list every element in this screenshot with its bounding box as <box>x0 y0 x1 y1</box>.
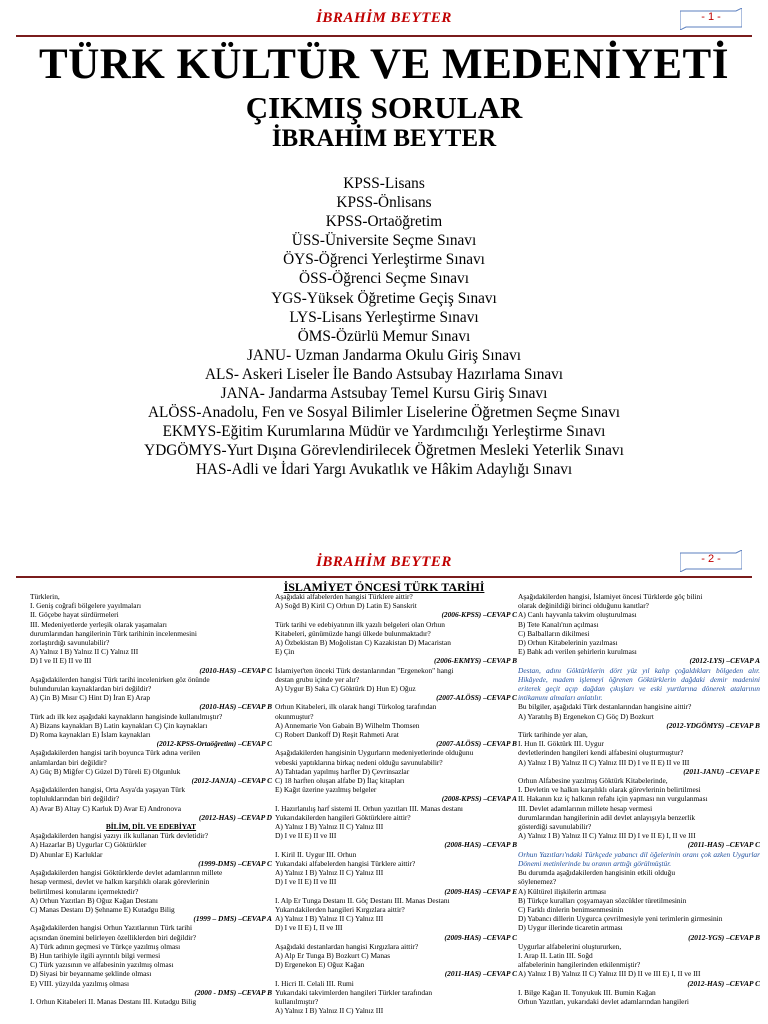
question-line: hesap vermesi, devlet ve halkın karşılıklı olarak görevlerinin <box>30 877 210 887</box>
question-line: I. Hicri II. Celali III. Rumi <box>275 978 354 988</box>
question-line: C) Robert Dankoff D) Reşit Rahmeti Arat <box>275 730 399 740</box>
question-line: A) Türk adının geçmesi ve Türkçe yazılmış olması <box>30 941 181 951</box>
exam-item: YDGÖMYS-Yurt Dışına Görevlendirilecek Öğretmen Mesleki Yeterlik Sınavı <box>144 442 624 460</box>
question-line: C) Balbalların dikilmesi <box>518 628 590 638</box>
question-line: I. Alp Er Tunga Destanı II. Göç Destanı III. Manas Destanı <box>275 895 450 905</box>
question-line: D) Siyasi bir beyanname şeklinde olması <box>30 969 152 979</box>
document-author: İBRAHİM BEYTER <box>271 125 497 152</box>
question-line: Bu bilgiler, aşağıdaki Türk destanlarından hangisine aittir? <box>518 702 692 712</box>
question-line: D) I ve II E) II ve III <box>275 877 337 887</box>
question-line: A) Yalnız I B) Yalnız II C) Yalnız III D) II ve III E) I, II ve III <box>518 969 701 979</box>
question-column-2 <box>275 592 517 1024</box>
question-line: A) Yalnız I B) Yalnız II C) Yalnız III D) I ve II E) II ve III <box>518 757 690 767</box>
question-line: Yukarıdakilerden hangileri Kırgızlara aittir? <box>275 904 405 914</box>
question-line: Aşağıdakilerden hangisi Türk tarihi incelenirken göz önünde <box>30 674 210 684</box>
question-line: Türk tarihinde yer alan, <box>518 730 588 740</box>
question-line: A) Yalnız I B) Yalnız II C) Yalnız III <box>275 914 384 924</box>
question-line: I. Geniş coğrafi bölgelere yayılmaları <box>30 601 142 611</box>
question-line: E) Bahk adı verilen şehirlerin kurulması <box>518 647 637 657</box>
document-subtitle: ÇIKMIŞ SORULAR <box>245 90 523 125</box>
question-line: Aşağıdakilerden hangisi, İslamiyet öncesi Türklerde göç bilini <box>518 592 703 601</box>
question-line: A) Tahtadan yapılmış harfler D) Çevrinsazlar <box>275 766 410 776</box>
answer-key: (2010-HAS) –CEVAP B <box>199 702 272 712</box>
question-line: Bu durumda aşağıdakilerden hangisinin etkili olduğu <box>518 868 676 878</box>
header-author-name: İBRAHİM BEYTER <box>316 10 452 26</box>
question-line: durumlarından hangilerinin adil devlet anlayışıyla benzerlik <box>518 812 696 822</box>
question-line: II. Göçebe hayat sürdürmeleri <box>30 610 119 620</box>
question-line: D) Uygur illerinde ticaretin artması <box>518 923 623 933</box>
question-line: II. Hakanın kız iç halkının refahı için yapması nın vurgulanması <box>518 794 708 804</box>
question-line: C) Farklı dinlerin benimsenmesinin <box>518 904 624 914</box>
question-line: B) Türkçe kuralları çoşyamayan sözcükler türetilmesinin <box>518 895 687 905</box>
exam-item: EKMYS-Eğitim Kurumlarına Müdür ve Yardımcılığı Yerleştirme Sınavı <box>162 423 606 441</box>
answer-key: (2008-KPSS) –CEVAP A <box>441 794 517 804</box>
question-line: A) Özbekistan B) Moğolistan C) Kazakistan D) Macaristan <box>275 638 451 648</box>
question-line: A) Orhun Yazıtları B) Oğuz Kağan Destanı <box>30 895 158 905</box>
question-line: A) Yalnız I B) Yalnız II C) Yalnız III <box>275 822 384 832</box>
question-line: Orhun Alfabesine yazılmış Göktürk Kitabelerinde, <box>518 776 668 786</box>
question-line: I. Arap II. Latin III. Soğd <box>518 950 593 960</box>
exam-item: KPSS-Ortaöğretim <box>325 213 443 231</box>
question-column-1 <box>30 592 272 1024</box>
question-line: zorlaştırdığı savunulabilir? <box>30 638 110 648</box>
answer-key: (2010-HAS) –CEVAP C <box>199 665 272 675</box>
answer-key: (2007-ALÖSS) –CEVAP C <box>436 693 517 703</box>
question-line: Yukarıdakilerden hangileri Göktürklere aittir? <box>275 812 411 822</box>
question-line: A) Canlı hayvanla takvim oluşturulması <box>518 610 637 620</box>
question-line: okunmuştur? <box>275 711 314 721</box>
question-line: A) Yalnız I B) Yalnız II C) Yalnız III <box>30 647 139 657</box>
question-line: III. Devlet adamlarının millete hesap vermesi <box>518 803 653 813</box>
question-line: topluluklarından biri değildir? <box>30 794 120 804</box>
question-line: E) VIII. yüzyılda yazılmış olması <box>30 978 129 988</box>
answer-key: (1999 – DMS) –CEVAP A <box>193 914 272 924</box>
question-line: A) Yalnız I B) Yalnız II C) Yalnız III <box>275 1006 384 1016</box>
question-line: açısından önemini belirleyen özelliklerden biri değildir? <box>30 932 197 942</box>
answer-key: (2009-HAS) –CEVAP C <box>444 932 517 942</box>
question-line: I. Kiril II. Uygur III. Orhun <box>275 849 357 859</box>
question-line: A) Kültürel ilişkilerin artması <box>518 886 607 896</box>
question-line: A) Avar B) Altay C) Karluk D) Avar E) Andronova <box>30 803 181 813</box>
question-line: Türklerin, <box>30 592 60 601</box>
document-title: TÜRK KÜLTÜR VE MEDENİYETİ <box>39 41 729 88</box>
page-number: - 1 - <box>701 11 721 23</box>
question-line: D) Ahunlar E) Karluklar <box>30 849 103 859</box>
question-line: Destan, adını Göktürklerin dört yüz yıl kalıp çoğaldıkları bölgeden alır. Hikâyede, madem işlemeyi öğrenen Göktürklerin dağdaki demir madenini eriterek geçit açıp dağdan çıkışları ve eski yurtlarına dönerek atalarının intikamını almaları anlatılır. <box>518 665 760 703</box>
exam-item: JANA- Jandarma Astsubay Temel Kursu Giriş Sınavı <box>220 385 548 403</box>
question-line: A) Soğd B) Kiril C) Orhun D) Latin E) Sanskrit <box>275 601 417 611</box>
question-line: Kitabeleri, günümüzde hangi ülkede bulunmaktadır? <box>275 628 431 638</box>
question-line: A) Güç B) Miğfer C) Güzel D) Türeli E) Olgunluk <box>30 766 181 776</box>
question-line: A) Uygur B) Saka C) Göktürk D) Hun E) Oğuz <box>275 684 416 694</box>
question-line: A) Bizans kaynakları B) Latin kaynakları C) Çin kaynakları <box>30 720 208 730</box>
question-line: vebeski yaptıklarına birkaç nedeni olduğu savunulabilir? <box>275 757 443 767</box>
question-line: A) Yalnız I B) Yalnız II C) Yalnız III <box>275 868 384 878</box>
question-line: Aşağıdakilerden hangisi tarih boyunca Türk adına verilen <box>30 748 201 758</box>
question-line: D) Orhun Kitabelerinin yazılması <box>518 638 618 648</box>
subsection-heading: BİLİM, DİL VE EDEBİYAT <box>105 822 197 832</box>
header-rule <box>16 576 752 578</box>
exam-item: ALÖSS-Anadolu, Fen ve Sosyal Bilimler Liselerine Öğretmen Seçme Sınavı <box>147 404 620 422</box>
question-line: I. Bilge Kağan II. Tonyukuk III. Bumin Kağan <box>518 987 656 997</box>
answer-key: (2012-JANJA) –CEVAP C <box>191 776 272 786</box>
question-line: D) I ve II E) II ve III <box>30 656 92 666</box>
question-line: Türk adı ilk kez aşağıdaki kaynakların hangisinde kullanılmıştır? <box>30 711 223 721</box>
question-line: Aşağıdakilerden hangisinin Uygurların medeniyetlerinde olduğunu <box>275 748 474 758</box>
exam-item: HAS-Adli ve İdari Yargı Avukatlık ve Hâkim Adaylığı Sınavı <box>195 461 573 479</box>
question-line: A) Yaratılış B) Ergenekon C) Göç D) Bozkurt <box>518 711 654 721</box>
question-line: devletlerinden hangileri kendi alfabesini oluşturmuştur? <box>518 748 684 758</box>
question-line: E) Kağıt üzerine yazılmış belgeler <box>275 785 377 795</box>
question-line: A) Yalnız I B) Yalnız II C) Yalnız III D) I ve II E) I, II ve III <box>518 831 696 841</box>
question-line: İslamiyet'ten önceki Türk destanlarından "Ergenekon" hangi <box>275 665 454 675</box>
page-header-2 <box>16 545 752 585</box>
question-line: Orhun Kitabeleri, ilk olarak hangi Türkolog tarafından <box>275 702 437 712</box>
question-line: A) Alp Er Tunga B) Bozkurt C) Manas <box>275 950 391 960</box>
exam-item: ÜSS-Üniversite Seçme Sınavı <box>291 232 477 250</box>
question-line: Aşağıdakilerden hangisi, Orta Asya'da yaşayan Türk <box>30 785 186 795</box>
question-line: Orhun Yazıtları'ndaki Türkçede yabancı dil öğelerinin oranı çok azken Uygurlar Dönemi metinlerinde bu oranın arttığı görülmüştür. <box>518 849 760 868</box>
page-header-1 <box>16 0 752 40</box>
answer-key: (2012-LYS) –CEVAP A <box>689 656 760 666</box>
question-line: Aşağıdakilerden hangisi yazıyı ilk kullanan Türk devletidir? <box>30 831 209 841</box>
answer-key: (2008-HAS) –CEVAP B <box>444 840 517 850</box>
question-line: Uygurlar alfabelerini oluştururken, <box>518 941 622 951</box>
question-line: olarak değinildiği birinci olduğunu kanıtlar? <box>518 601 649 611</box>
question-line: Aşağıdakilerden hangisi Göktürklerde devlet adamlarının millete <box>30 868 223 878</box>
answer-key: (2012-HAS) –CEVAP C <box>687 978 760 988</box>
question-line: destan grubu içinde yer alır? <box>275 674 360 684</box>
question-line: Aşağıdakilerden hangisi Orhun Yazıtlarının Türk tarihi <box>30 923 193 933</box>
question-line: A) Hazarlar B) Uygurlar C) Göktürkler <box>30 840 147 850</box>
question-line: C) Türk yazısının ve alfabesinin yazılmış olması <box>30 960 174 970</box>
exam-item: ÖMS-Özürlü Memur Sınavı <box>297 327 471 345</box>
exam-list <box>0 174 768 480</box>
question-line: söylenemez? <box>518 877 557 887</box>
question-line: I. Hun II. Göktürk III. Uygur <box>518 739 604 749</box>
exam-item: KPSS-Önlisans <box>336 194 432 212</box>
header-author-name: İBRAHİM BEYTER <box>316 554 452 570</box>
answer-key: (2000 - DMS) –CEVAP B <box>194 987 272 997</box>
answer-key: (2012-YGS) –CEVAP B <box>688 932 760 942</box>
answer-key: (2012-HAS) –CEVAP D <box>198 812 272 822</box>
answer-key: (1999-DMS) –CEVAP C <box>198 858 272 868</box>
question-column-3 <box>518 592 760 1024</box>
answer-key: (2009-HAS) –CEVAP E <box>444 886 517 896</box>
exam-item: ÖYS-Öğrenci Yerleştirme Sınavı <box>283 251 485 269</box>
question-line: Orhun Yazıtları, yukarıdaki devlet adamlarından hangileri <box>518 996 689 1006</box>
section-title: İSLAMİYET ÖNCESİ TÜRK TARİHİ <box>283 580 485 594</box>
question-line: C) Manas Destanı D) Şehname E) Kutadgu Bilig <box>30 904 175 914</box>
question-line: B) Hun tarihiyle ilgili ayrıntılı bilgi vermesi <box>30 950 161 960</box>
question-line: Yukarıdaki alfabelerden hangisi Türklere aittir? <box>275 858 416 868</box>
answer-key: (2012-YDGÖMYS) –CEVAP B <box>666 720 760 730</box>
question-line: E) Çin <box>275 647 295 657</box>
question-line: D) Roma kaynakları E) İslam kaynakları <box>30 730 151 740</box>
answer-key: (2011-HAS) –CEVAP C <box>444 969 517 979</box>
answer-key: (2012-KPSS-Ortaöğretim) –CEVAP C <box>156 739 272 749</box>
answer-key: (2011-HAS) –CEVAP C <box>687 840 760 850</box>
question-line: C) 18 harften oluşan alfabe D) İlaç kitapları <box>275 776 405 786</box>
question-line: belirtilmesi konularını içermektedir? <box>30 886 139 896</box>
answer-key: (2011-JANU) –CEVAP E <box>683 766 760 776</box>
question-line: Aşağıdaki alfabelerden hangisi Türklere aittir? <box>275 592 413 601</box>
question-line: D) Yabancı dillerin Uygurca çevrilmesiyle yeni terimlerin girmesinin <box>518 914 723 924</box>
question-line: I. Orhun Kitabeleri II. Manas Destanı III. Kutadgu Bilig <box>30 996 197 1006</box>
exam-item: KPSS-Lisans <box>343 175 425 192</box>
question-line: Türk tarihi ve edebiyatının ilk yazılı belgeleri olan Orhun <box>275 619 445 629</box>
exam-item: ÖSS-Öğrenci Seçme Sınavı <box>299 270 469 288</box>
question-line: A) Annemarie Von Gabain B) Wilhelm Thomsen <box>275 720 420 730</box>
exam-item: LYS-Lisans Yerleştirme Sınavı <box>289 308 479 326</box>
answer-key: (2006-EKMYS) –CEVAP B <box>434 656 517 666</box>
question-line: anlamlardan biri değildir? <box>30 757 107 767</box>
page-number-badge <box>680 8 742 30</box>
question-line: alfabelerinin hangilerinden etkilenmiştir? <box>518 960 641 970</box>
question-line: I. Hazırlanılış harf sistemi II. Orhun yazıtları III. Manas destanı <box>275 803 463 813</box>
exam-item: JANU- Uzman Jandarma Okulu Giriş Sınavı <box>246 346 522 364</box>
question-line: III. Medeniyetlerde yerleşik olarak yaşamaları <box>30 619 167 629</box>
question-line: gösterdiği savunulabilir? <box>518 822 592 832</box>
question-line: D) Ergenekon E) Oğuz Kağan <box>275 960 365 970</box>
header-rule <box>16 35 752 37</box>
exam-item: YGS-Yüksek Öğretime Geçiş Sınavı <box>271 289 497 307</box>
question-line: Yukarıdaki takvimlerden hangileri Türkler tarafından <box>275 987 433 997</box>
question-line: kullanılmıştır? <box>275 996 319 1006</box>
answer-key: (2007-ALÖSS) –CEVAP B <box>436 739 517 749</box>
page-number-badge <box>680 550 742 572</box>
exam-item: ALS- Askeri Liseler İle Bando Astsubay Hazırlama Sınavı <box>204 365 564 383</box>
question-line: bulundurulan kaynaklardan biri değildir? <box>30 684 152 694</box>
page-number: - 2 - <box>701 553 721 565</box>
question-line: A) Çin B) Mısır C) Hint D) İran E) Arap <box>30 693 151 703</box>
answer-key: (2006-KPSS) –CEVAP C <box>441 610 517 620</box>
question-line: D) I ve II E) II ve III <box>275 831 337 841</box>
question-line: Aşağıdaki destanlardan hangisi Kırgızlara aittir? <box>275 941 419 951</box>
question-line: B) Tete Kanalı'nın açılması <box>518 619 599 629</box>
question-line: D) I ve II E) I, II ve III <box>275 923 343 933</box>
question-line: durumlarından hangilerinin Türk tarihinin incelenmesini <box>30 628 197 638</box>
question-line: I. Devletin ve halkın karşılıklı olarak görevlerinin belirtilmesi <box>518 785 701 795</box>
